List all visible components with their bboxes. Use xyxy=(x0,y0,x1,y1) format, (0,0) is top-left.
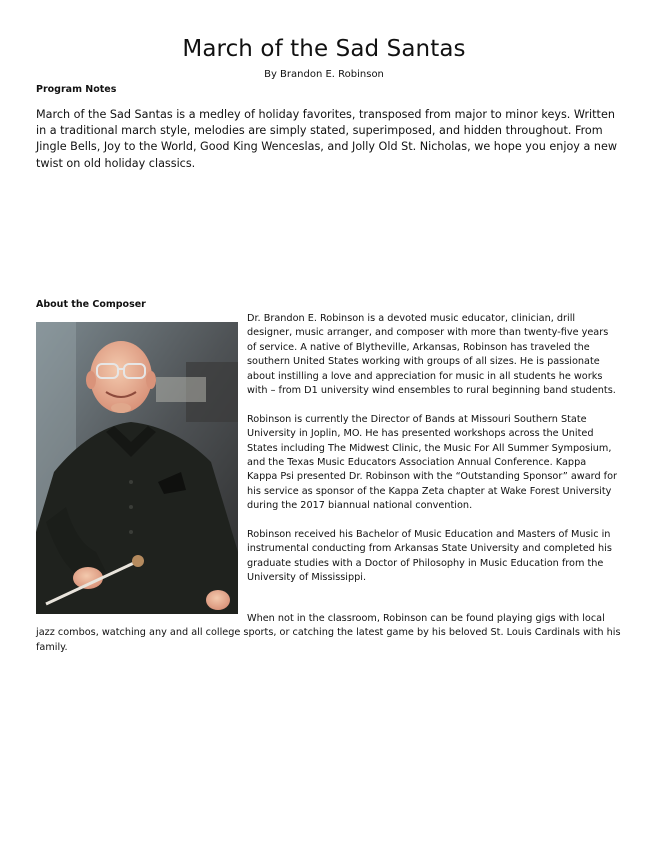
composer-bio xyxy=(247,312,617,600)
bio-paragraph: Robinson received his Bachelor of Music Education and Masters of Music in instrumental conducting from Arkansas State University and completed his graduate studies with a Doctor of Philosophy in Music Education from the University of Mississippi. xyxy=(247,529,612,584)
about-composer-heading: About the Composer xyxy=(36,299,146,310)
bio-closing-text: When not in the classroom, Robinson can be found playing gigs with local jazz combos, watching any and all college sports, or catching the latest game by his beloved St. Louis Cardinals with his family. xyxy=(36,613,621,653)
page-title: March of the Sad Santas xyxy=(182,36,466,62)
program-notes-heading: Program Notes xyxy=(36,84,117,95)
program-notes-text: March of the Sad Santas is a medley of holiday favorites, transposed from major to minor keys. Written in a traditional march style, melodies are simply stated, superimposed, and hidden throughout. From Jingle Bells, Joy to the World, Good King Wenceslas, and Jolly Old St. Nicholas, we hope you enjoy a new twist on old holiday classics. xyxy=(36,108,618,170)
bio-closing-paragraph xyxy=(36,612,626,655)
bio-paragraph: Robinson is currently the Director of Bands at Missouri Southern State University in Joplin, MO. He has presented workshops across the United States including The Midwest Clinic, the Music For All Summer Symposium, and the Texas Music Educators Association Annual Conference. Kappa Kappa Psi presented Dr. Robinson with the “Outstanding Sponsor” award for his service as sponsor of the Kappa Zeta chapter at Wake Forest University during the 2017 biannual national convention. xyxy=(247,413,618,512)
composer-photo xyxy=(36,322,238,614)
composer-byline: By Brandon E. Robinson xyxy=(264,69,384,80)
bio-paragraph: Dr. Brandon E. Robinson is a devoted music educator, clinician, drill designer, music arranger, and composer with more than twenty-five years of service. A native of Blytheville, Arkansas, Robinson has traveled the southern United States working with groups of all sizes. He is passionate about instilling a love and appreciation for music in all students he works with – from D1 university wind ensembles to rural beginning band students. xyxy=(247,313,616,397)
